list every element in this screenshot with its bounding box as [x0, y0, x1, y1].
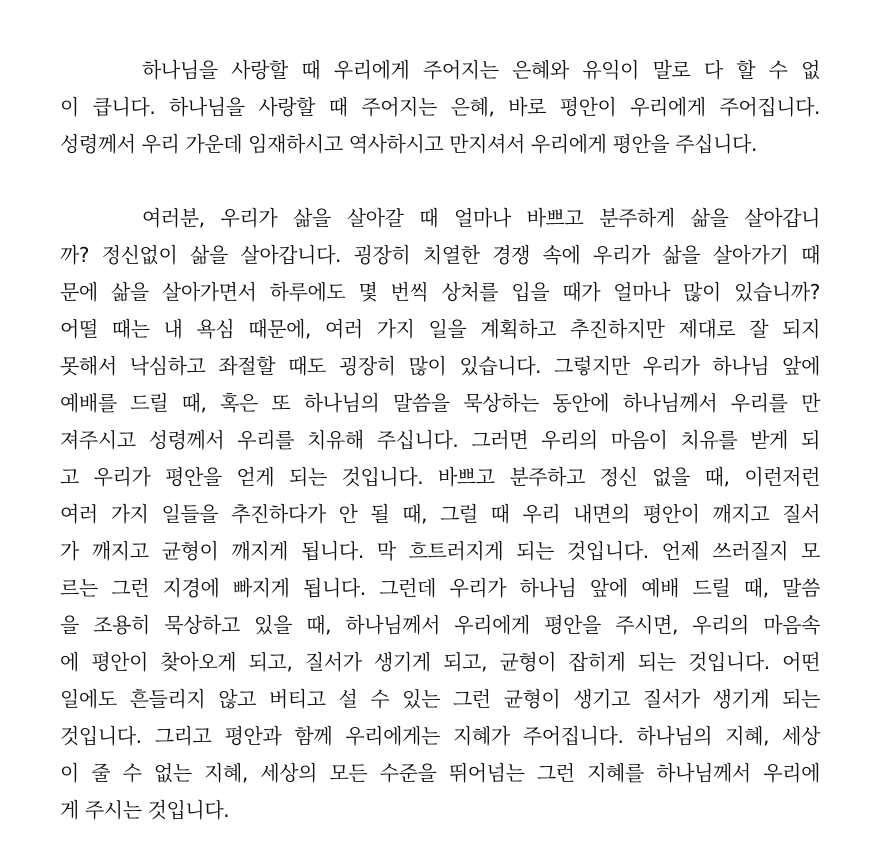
text-line: 문에 삶을 살아가면서 하루에도 몇 번씩 상처를 입을 때가 얼마나 많이 있습니까? — [60, 280, 820, 304]
text-line: 일에도 흔들리지 않고 버티고 설 수 있는 그런 균형이 생기고 질서가 생기게 되는 — [60, 687, 820, 711]
text-line: 고 우리가 평안을 얻게 되는 것입니다. 바쁘고 분주하고 정신 없을 때, 이런저런 — [60, 465, 820, 489]
document-body — [60, 52, 820, 829]
text-line: 가 깨지고 균형이 깨지게 됩니다. 막 흐트러지게 되는 것입니다. 언제 쓰러질지 모 — [60, 539, 820, 563]
text-line: 까? 정신없이 삶을 살아갑니다. 굉장히 치열한 경쟁 속에 우리가 삶을 살아가기 때 — [60, 243, 820, 267]
text-line: 성령께서 우리 가운데 임재하시고 역사하시고 만지셔서 우리에게 평안을 주십니다. — [60, 132, 757, 156]
text-line: 에 평안이 찾아오게 되고, 질서가 생기게 되고, 균형이 잡히게 되는 것입니다. 어떤 — [60, 650, 820, 674]
text-line: 이 줄 수 없는 지혜, 세상의 모든 수준을 뛰어넘는 그런 지혜를 하나님께서 우리에 — [60, 761, 820, 785]
text-line: 르는 그런 지경에 빠지게 됩니다. 그런데 우리가 하나님 앞에 예배 드릴 때, 말씀 — [60, 576, 820, 600]
text-line: 못해서 낙심하고 좌절할 때도 굉장히 많이 있습니다. 그렇지만 우리가 하나님 앞에 — [60, 354, 820, 378]
text-line: 져주시고 성령께서 우리를 치유해 주십니다. 그러면 우리의 마음이 치유를 받게 되 — [60, 428, 820, 452]
text-line: 게 주시는 것입니다. — [60, 798, 230, 822]
text-line: 을 조용히 묵상하고 있을 때, 하나님께서 우리에게 평안을 주시면, 우리의 마음속 — [60, 613, 820, 637]
text-line: 하나님을 사랑할 때 우리에게 주어지는 은혜와 유익이 말로 다 할 수 없 — [142, 58, 820, 82]
paragraph-2 — [60, 200, 820, 829]
text-line: 여러분, 우리가 삶을 살아갈 때 얼마나 바쁘고 분주하게 삶을 살아갑니 — [142, 206, 820, 230]
text-line: 이 큽니다. 하나님을 사랑할 때 주어지는 은혜, 바로 평안이 우리에게 주어집니다. — [60, 95, 820, 119]
paragraph-1 — [60, 52, 820, 163]
text-line: 여러 가지 일들을 추진하다가 안 될 때, 그럴 때 우리 내면의 평안이 깨지고 질서 — [60, 502, 820, 526]
text-line: 것입니다. 그리고 평안과 함께 우리에게는 지혜가 주어집니다. 하나님의 지혜, 세상 — [60, 724, 820, 748]
text-line: 예배를 드릴 때, 혹은 또 하나님의 말씀을 묵상하는 동안에 하나님께서 우리를 만 — [60, 391, 820, 415]
text-line: 어떨 때는 내 욕심 때문에, 여러 가지 일을 계획하고 추진하지만 제대로 잘 되지 — [60, 317, 820, 341]
